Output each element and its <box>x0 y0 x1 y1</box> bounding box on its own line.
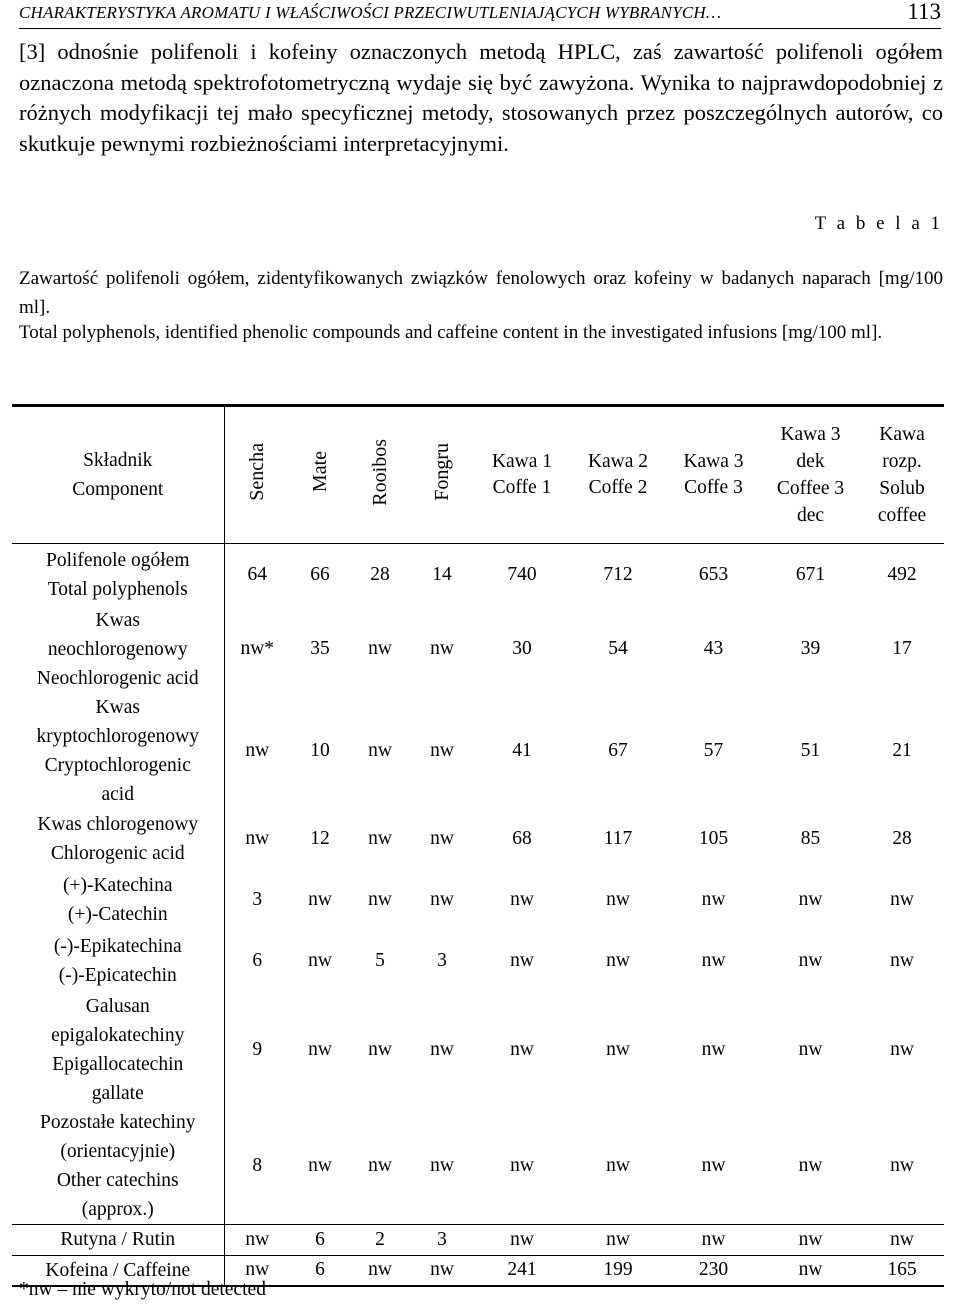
cell: nw <box>890 1038 914 1060</box>
cell: nw <box>430 638 454 659</box>
cell: 39 <box>800 638 821 659</box>
row-label: Kwas neochlorogenowy Neochlorogenic acid <box>12 606 224 693</box>
cell: nw <box>224 1224 290 1255</box>
header-mate: Mate <box>290 406 350 544</box>
footnote: *nw – nie wykryto/not detected <box>19 1279 266 1300</box>
cell: nw <box>701 1038 726 1060</box>
component-header: Składnik Component <box>12 406 224 544</box>
cell: nw <box>308 1154 332 1176</box>
cell: nw <box>798 950 823 971</box>
table-caption-english: Total polyphenols, identified phenolic compounds and caffeine content in the investigated infusions [mg/100 ml]. <box>19 322 883 343</box>
row-label: Kofeina / Caffeine <box>12 1255 224 1286</box>
cell: 66 <box>310 563 330 585</box>
cell: 3 <box>437 950 447 971</box>
cell: nw <box>761 1255 860 1286</box>
cell: 28 <box>370 563 390 585</box>
cell: nw <box>606 950 630 971</box>
cell: nw <box>308 889 332 910</box>
cell: nw <box>368 828 392 849</box>
row-label: Galusan epigalokatechiny Epigallocatechin gallate <box>12 992 224 1108</box>
table-row <box>12 606 944 693</box>
cell: nw <box>510 950 534 971</box>
cell: 9 <box>252 1038 263 1060</box>
header-fongru: Fongru <box>410 406 474 544</box>
cell: nw <box>570 1224 666 1255</box>
header-coffee-1: Kawa 1 Coffe 1 <box>474 406 570 544</box>
table-row <box>12 931 944 992</box>
cell: 712 <box>603 563 633 585</box>
header-sencha: Sencha <box>224 406 290 544</box>
cell: nw <box>510 1154 534 1176</box>
cell: 12 <box>310 828 330 849</box>
cell: nw <box>350 1255 410 1286</box>
cell: nw <box>761 1224 860 1255</box>
cell: 51 <box>800 739 821 761</box>
cell: nw <box>510 889 534 910</box>
cell: 67 <box>608 739 628 761</box>
row-label: Kwas chlorogenowy Chlorogenic acid <box>12 809 224 870</box>
data-table <box>12 404 944 1287</box>
cell: nw <box>606 1038 630 1060</box>
cell: nw <box>860 1224 944 1255</box>
row-label: (-)-Epikatechina (-)-Epicatechin <box>12 931 224 992</box>
cell: 740 <box>507 563 537 585</box>
cell: 117 <box>603 828 633 849</box>
header-row <box>12 406 944 544</box>
row-label: Kwas kryptochlorogenowy Cryptochlorogenic acid <box>12 693 224 809</box>
cell: 2 <box>350 1224 410 1255</box>
header-coffee-3: Kawa 3 Coffe 3 <box>666 406 761 544</box>
table-label: T a b e l a 1 <box>814 213 943 234</box>
cell: nw <box>606 1154 630 1176</box>
header-soluble-coffee: Kawa rozp. Solub coffee <box>860 406 944 544</box>
cell: nw <box>430 739 454 761</box>
cell: 14 <box>432 563 452 585</box>
cell: nw <box>701 950 726 971</box>
cell: nw <box>308 950 332 971</box>
cell: nw <box>430 828 454 849</box>
cell: nw <box>368 638 392 659</box>
cell: 492 <box>887 563 917 585</box>
row-label: Rutyna / Rutin <box>12 1224 224 1255</box>
cell: 6 <box>252 950 263 971</box>
cell: nw <box>430 889 454 910</box>
table-row <box>12 870 944 931</box>
cell: 3 <box>252 889 263 910</box>
cell: nw <box>368 1038 392 1060</box>
cell: nw <box>474 1224 570 1255</box>
cell: 30 <box>512 638 532 659</box>
cell: nw <box>245 828 270 849</box>
body-paragraph: [3] odnośnie polifenoli i kofeiny oznaczonych metodą HPLC, zaś zawartość polifenoli ogółem oznaczona metodą spektrofotometryczną wydaje się być zawyżona. Wynika to najprawdopodobniej z różnych modyfikacji tej mało specyficznej metody, stosowanych przez poszczególnych autorów, co skutkuje pewnymi rozbieżnościami interpretacyjnymi. <box>19 39 943 156</box>
cell: 671 <box>795 563 826 585</box>
cell: 230 <box>666 1255 761 1286</box>
cell: nw <box>224 1255 290 1286</box>
cell: 68 <box>512 828 532 849</box>
cell: nw <box>701 889 726 910</box>
cell: 653 <box>698 563 729 585</box>
cell: nw <box>430 1038 454 1060</box>
cell: nw <box>666 1224 761 1255</box>
cell: nw <box>368 1154 392 1176</box>
cell: 41 <box>512 739 532 761</box>
cell: nw <box>798 1154 823 1176</box>
row-label: (+)-Katechina (+)-Catechin <box>12 870 224 931</box>
table-row <box>12 809 944 870</box>
table-row <box>12 693 944 809</box>
row-label: Pozostałe katechiny (orientacyjnie) Other catechins (approx.) <box>12 1108 224 1225</box>
cell: 54 <box>608 638 628 659</box>
cell: nw <box>606 889 630 910</box>
cell: 85 <box>800 828 821 849</box>
cell: nw <box>890 889 914 910</box>
cell: nw <box>368 739 392 761</box>
header-coffee-3-decaf: Kawa 3 dek Coffee 3 dec <box>761 406 860 544</box>
cell: 165 <box>860 1255 944 1286</box>
cell: 57 <box>703 739 724 761</box>
cell: 199 <box>570 1255 666 1286</box>
cell: nw* <box>240 638 275 659</box>
cell: 17 <box>892 638 912 659</box>
table-row <box>12 992 944 1108</box>
cell: nw <box>890 1154 914 1176</box>
running-title: CHARAKTERYSTYKA AROMATU I WŁAŚCIWOŚCI PRZECIWUTLENIAJĄCYCH WYBRANYCH… <box>19 3 722 22</box>
cell: 241 <box>474 1255 570 1286</box>
cell: 35 <box>310 638 330 659</box>
cell: nw <box>798 889 823 910</box>
running-header <box>19 0 941 29</box>
cell: nw <box>510 1038 534 1060</box>
cell: nw <box>430 1154 454 1176</box>
cell: 6 <box>290 1224 350 1255</box>
cell: 10 <box>310 739 330 761</box>
cell: 43 <box>703 638 724 659</box>
page-number: 113 <box>907 0 941 24</box>
cell: 21 <box>892 739 912 761</box>
cell: nw <box>890 950 914 971</box>
cell: 6 <box>290 1255 350 1286</box>
cell: 5 <box>375 950 385 971</box>
cell: nw <box>308 1038 332 1060</box>
cell: 64 <box>247 563 267 585</box>
cell: 105 <box>698 828 729 849</box>
cell: nw <box>245 739 270 761</box>
table-caption-polish: Zawartość polifenoli ogółem, zidentyfikowanych związków fenolowych oraz kofeiny w badanych naparach [mg/100 ml]. <box>19 268 943 318</box>
cell: nw <box>368 889 392 910</box>
header-rooibos: Rooibos <box>350 406 410 544</box>
header-coffee-2: Kawa 2 Coffe 2 <box>570 406 666 544</box>
table-row <box>12 544 944 606</box>
row-label: Polifenole ogółem Total polyphenols <box>12 544 224 606</box>
table-row <box>12 1108 944 1225</box>
cell: nw <box>410 1255 474 1286</box>
cell: 3 <box>410 1224 474 1255</box>
cell: nw <box>701 1154 726 1176</box>
cell: 8 <box>252 1154 263 1176</box>
cell: nw <box>798 1038 823 1060</box>
cell: 28 <box>892 828 912 849</box>
table-row <box>12 1224 944 1255</box>
